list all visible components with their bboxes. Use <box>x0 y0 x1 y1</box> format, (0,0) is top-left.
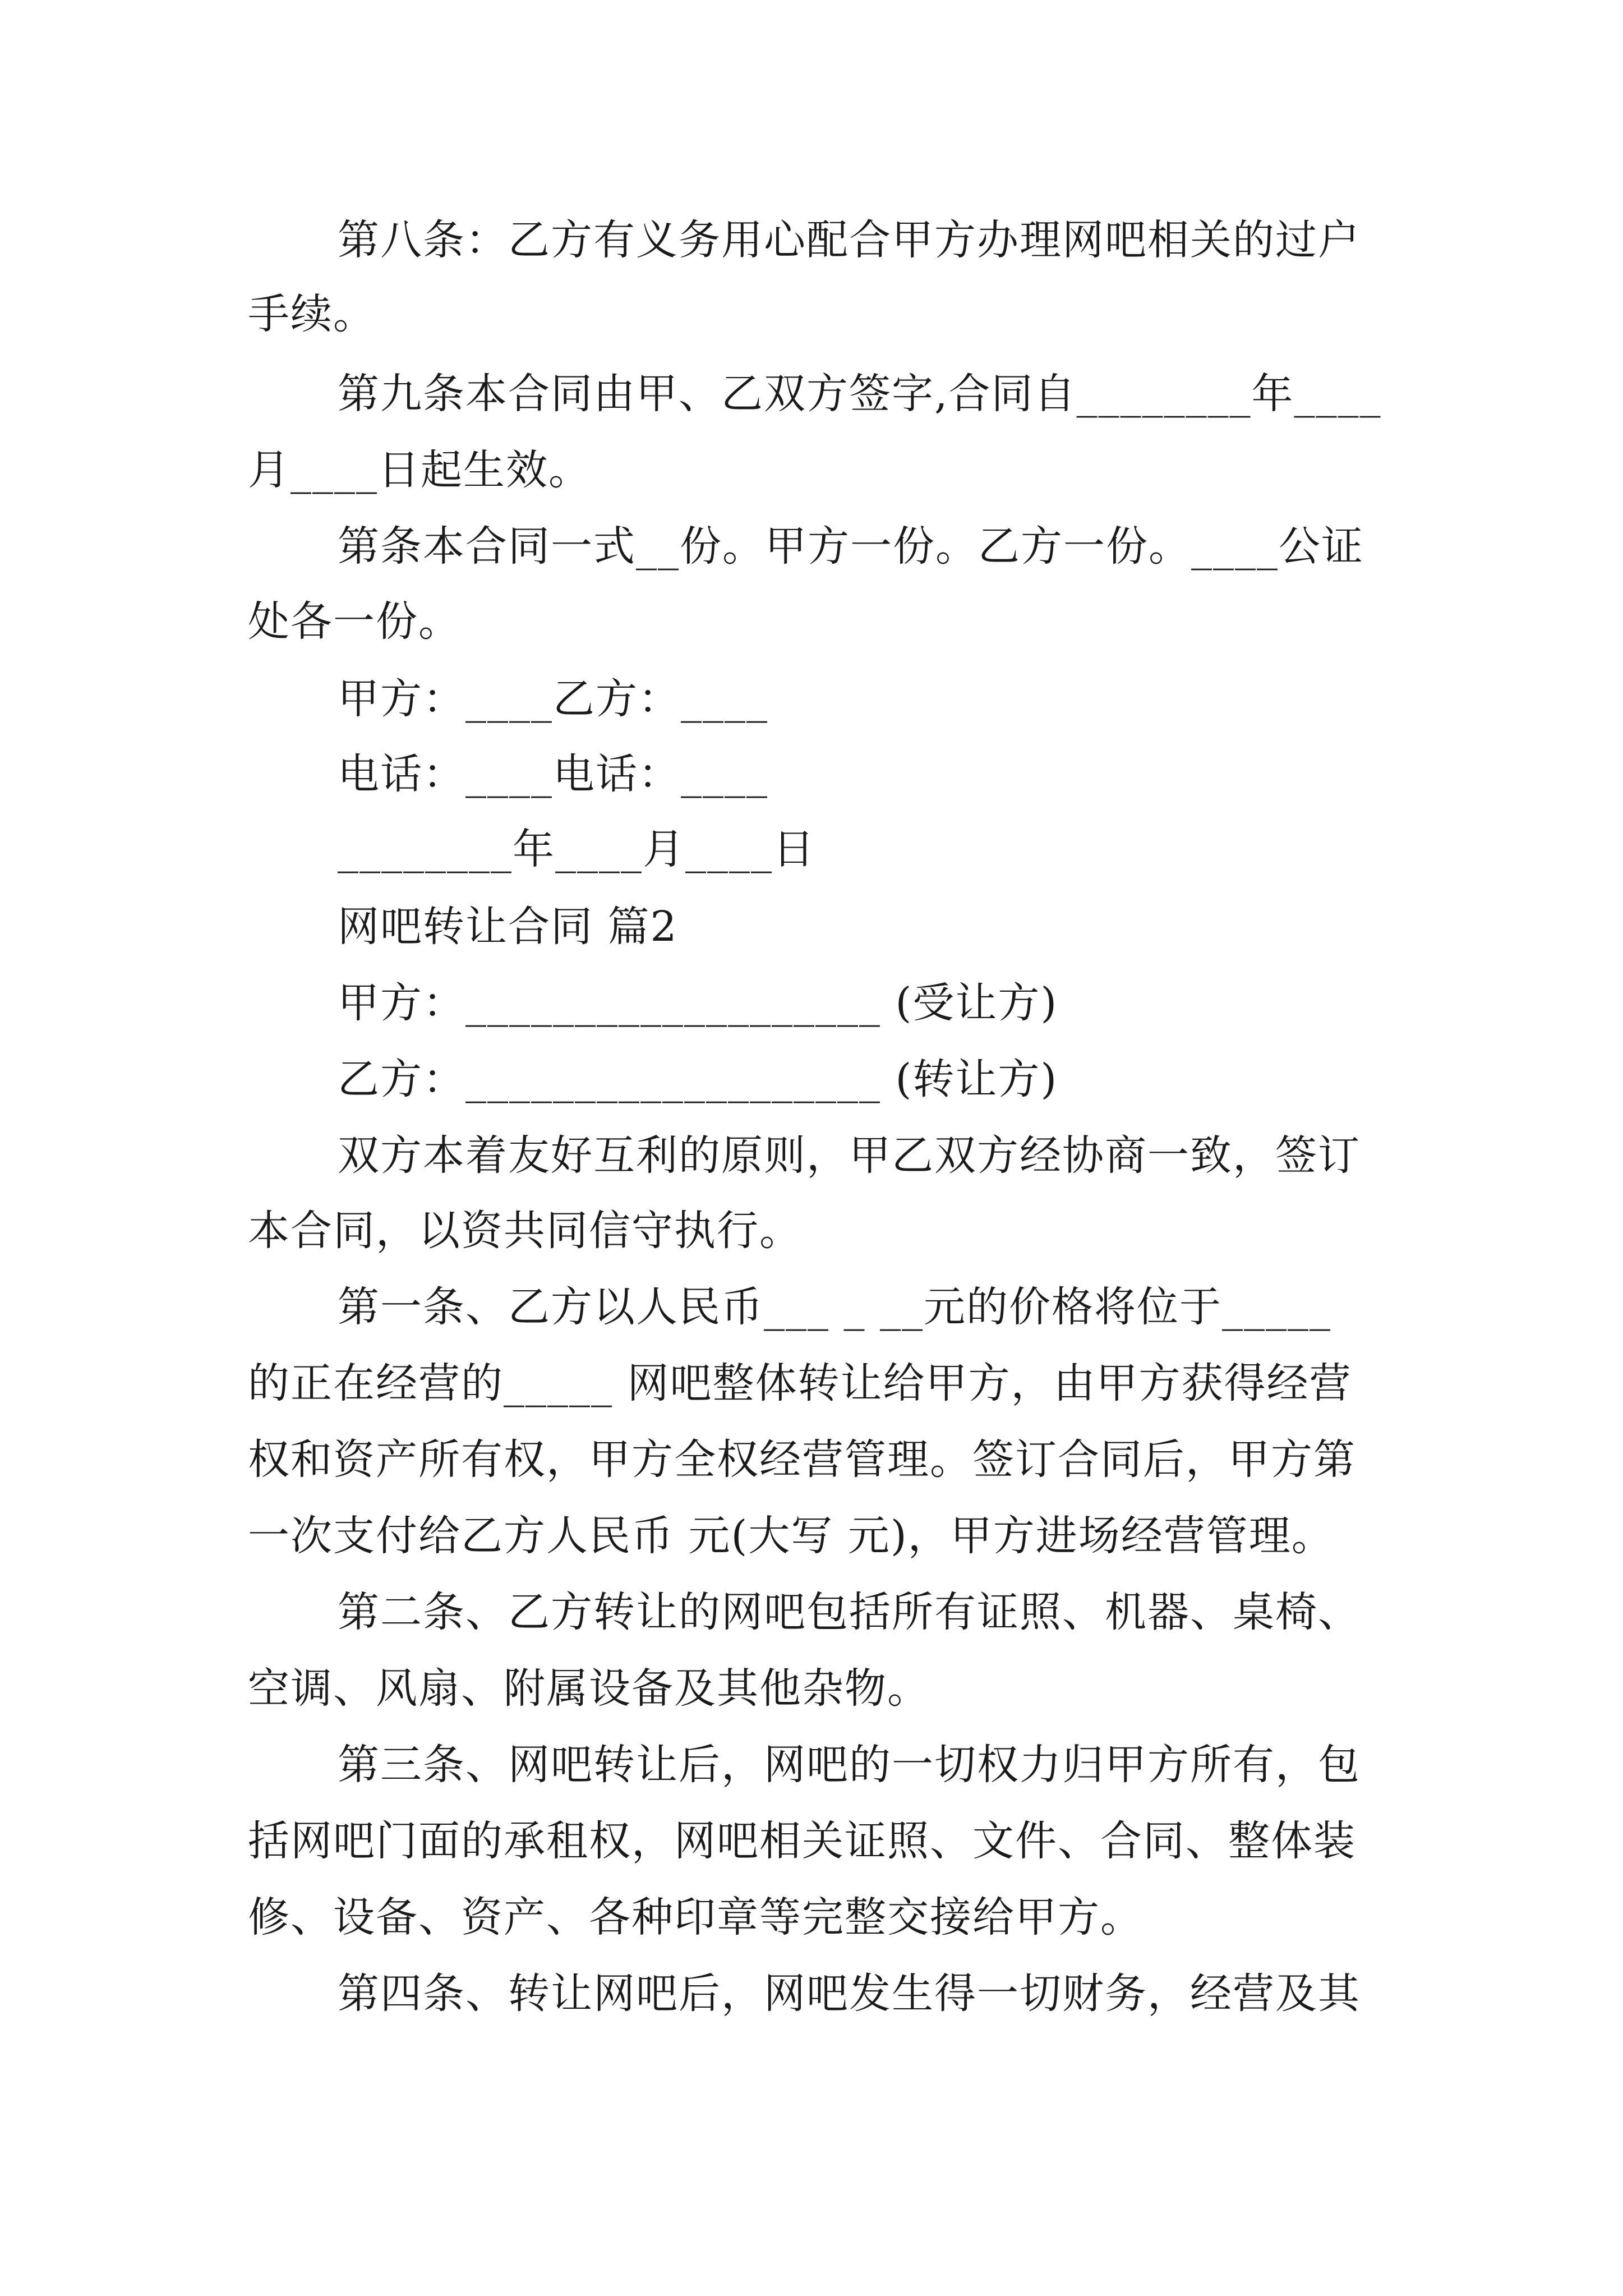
article-3-line-1: 第三条、网吧转让后，网吧的一切权力归甲方所有，包 <box>338 1741 1361 1789</box>
article-1-line-2: 的正在经营的_____ 网吧整体转让给甲方，由甲方获得经营 <box>248 1359 1352 1407</box>
clause-8-line-2: 手续。 <box>248 290 376 338</box>
clause-9-line-2: 月____日起生效。 <box>248 446 591 494</box>
preamble-line-1: 双方本着友好互利的原则，甲乙双方经协商一致，签订 <box>338 1131 1361 1180</box>
party-b-line: 乙方：___________________ (转让方) <box>338 1055 1058 1103</box>
article-3-line-3: 修、设备、资产、各种印章等完整交接给甲方。 <box>248 1893 1143 1941</box>
section-heading: 网吧转让合同 篇2 <box>338 903 678 951</box>
preamble-line-2: 本合同，以资共同信守执行。 <box>248 1207 802 1255</box>
signature-date-line: ________年____月____日 <box>338 825 815 873</box>
clause-copies-line-2: 处各一份。 <box>248 597 461 646</box>
article-4-line-1: 第四条、转让网吧后，网吧发生得一切财务，经营及其 <box>338 1970 1361 2018</box>
article-1-line-3: 权和资产所有权，甲方全权经营管理。签订合同后，甲方第 <box>248 1435 1356 1484</box>
party-a-line: 甲方：___________________ (受让方) <box>338 979 1058 1027</box>
article-2-line-2: 空调、风扇、附属设备及其他杂物。 <box>248 1664 930 1713</box>
clause-9-line-1: 第九条本合同由甲、乙双方签字,合同自________年____ <box>338 370 1382 418</box>
clause-copies-line-1: 第条本合同一式__份。甲方一份。乙方一份。____公证 <box>338 522 1364 570</box>
clause-8-line-1: 第八条：乙方有义务用心配合甲方办理网吧相关的过户 <box>338 216 1361 264</box>
article-1-line-1: 第一条、乙方以人民币___ _ __元的价格将位于_____ <box>338 1283 1332 1331</box>
article-2-line-1: 第二条、乙方转让的网吧包括所有证照、机器、桌椅、 <box>338 1588 1361 1636</box>
signature-parties-line: 甲方：____乙方：____ <box>338 675 768 723</box>
article-1-line-4: 一次支付给乙方人民币 元(大写 元)，甲方进场经营管理。 <box>248 1512 1334 1560</box>
article-3-line-2: 括网吧门面的承租权，网吧相关证照、文件、合同、整体装 <box>248 1817 1356 1865</box>
signature-phone-line: 电话：____电话：____ <box>338 750 768 798</box>
